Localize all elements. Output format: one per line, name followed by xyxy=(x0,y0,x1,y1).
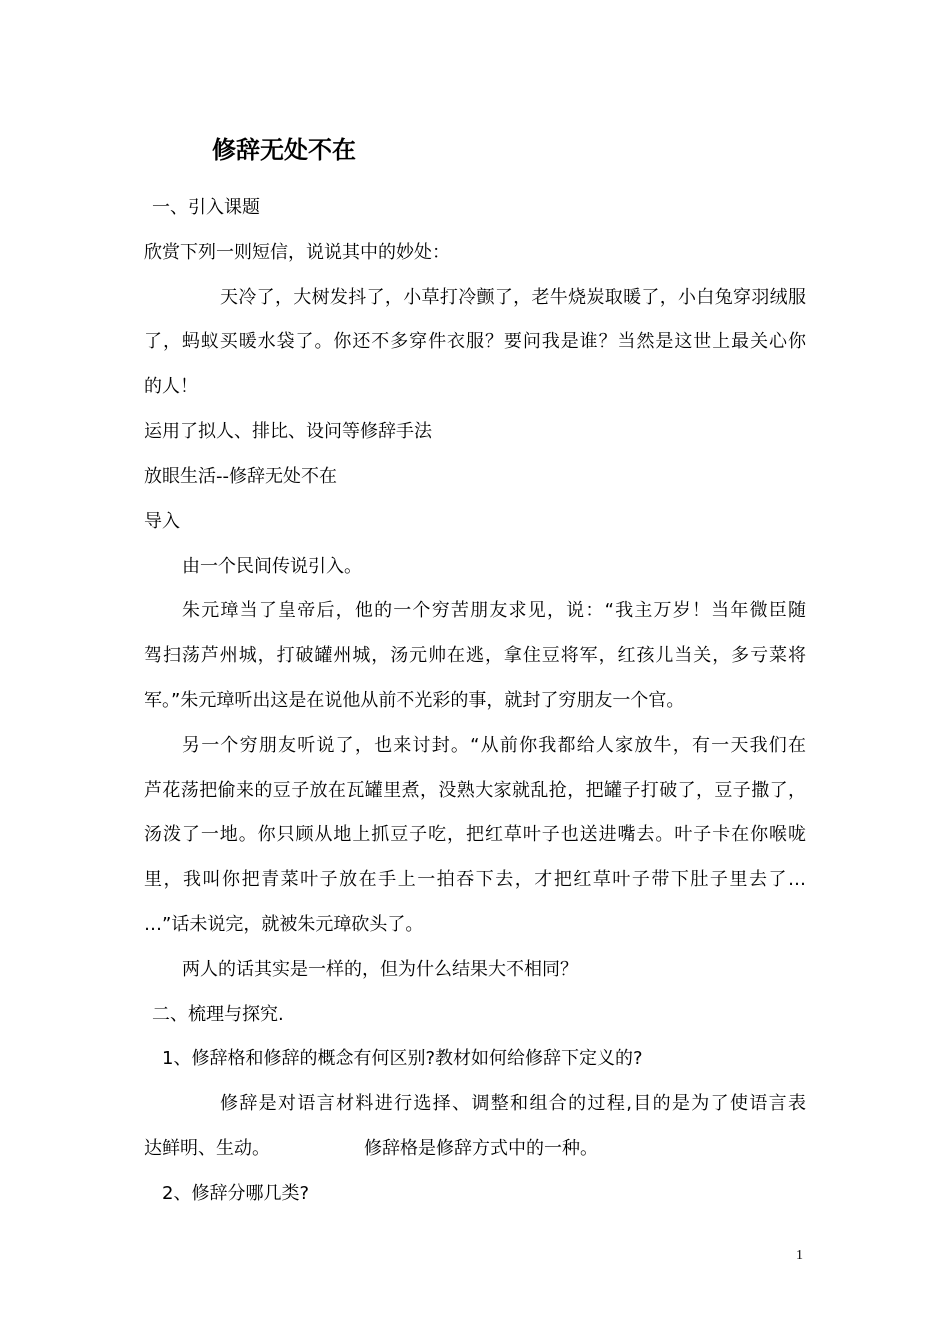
legend-intro: 由一个民间传说引入。 xyxy=(182,556,362,577)
techniques-note: 运用了拟人、排比、设问等修辞手法 xyxy=(144,421,432,442)
sms-line-2: 了，蚂蚁买暖水袋了。你还不多穿件衣服？要问我是谁？当然是这世上最关心你 xyxy=(144,331,806,352)
answer-1-line-1: 修辞是对语言材料进行选择、调整和组合的过程,目的是为了使语言表 xyxy=(220,1093,806,1114)
story2-line-2: 芦花荡把偷来的豆子放在瓦罐里煮，没熟大家就乱抢，把罐子打破了，豆子撒了， xyxy=(144,780,806,801)
story2-line-5: …”话未说完，就被朱元璋砍头了。 xyxy=(144,914,424,935)
section-heading-1: 一、引入课题 xyxy=(152,197,260,218)
sms-line-1: 天冷了，大树发抖了，小草打冷颤了，老牛烧炭取暖了，小白兔穿羽绒服 xyxy=(220,287,806,308)
story1-line-2: 驾扫荡芦州城，打破罐州城，汤元帅在逃，拿住豆将军，红孩儿当关，多亏菜将 xyxy=(144,645,806,666)
section-heading-2: 二、梳理与探究. xyxy=(152,1004,284,1025)
sms-line-3: 的人！ xyxy=(144,376,198,397)
question-2: 2、修辞分哪几类? xyxy=(162,1183,310,1204)
answer-1-line-2b: 修辞格是修辞方式中的一种。 xyxy=(364,1138,598,1159)
story1-line-1: 朱元璋当了皇帝后，他的一个穷苦朋友求见，说：“我主万岁！当年微臣随 xyxy=(182,600,806,621)
answer-1-line-2a: 达鲜明、生动。 xyxy=(144,1138,270,1159)
page-number: 1 xyxy=(796,1248,803,1263)
document-title: 修辞无处不在 xyxy=(212,136,356,164)
daoru-heading: 导入 xyxy=(144,511,180,532)
story2-line-3: 汤泼了一地。你只顾从地上抓豆子吃，把红草叶子也送进嘴去。叶子卡在你喉咙 xyxy=(144,824,806,845)
question-1: 1、修辞格和修辞的概念有何区别?教材如何给修辞下定义的? xyxy=(162,1048,643,1069)
question-text: 两人的话其实是一样的，但为什么结果大不相同？ xyxy=(182,959,578,980)
story2-line-1: 另一个穷朋友听说了，也来讨封。“从前你我都给人家放牛，有一天我们在 xyxy=(182,735,806,756)
life-note: 放眼生活--修辞无处不在 xyxy=(144,466,337,487)
intro-prompt: 欣赏下列一则短信，说说其中的妙处： xyxy=(144,242,450,263)
story1-line-3: 军。”朱元璋听出这是在说他从前不光彩的事，就封了穷朋友一个官。 xyxy=(144,690,685,711)
story2-line-4: 里，我叫你把青菜叶子放在手上一拍吞下去，才把红草叶子带下肚子里去了… xyxy=(144,869,806,890)
